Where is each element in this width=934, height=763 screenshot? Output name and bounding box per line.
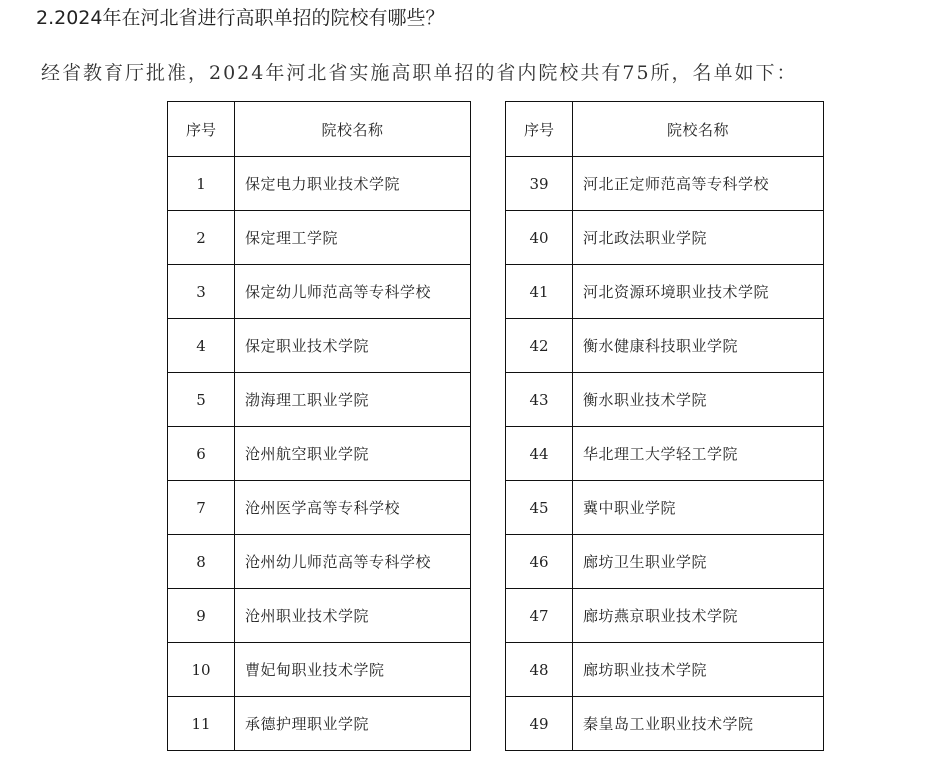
table-row [506,319,824,373]
row-school-name: 廊坊燕京职业技术学院 [573,589,824,643]
table-row [506,481,824,535]
table-row [168,265,471,319]
row-school-name: 承德护理职业学院 [235,697,471,751]
row-number: 48 [506,643,573,697]
table-row [168,157,471,211]
row-number: 43 [506,373,573,427]
row-school-name: 沧州幼儿师范高等专科学校 [235,535,471,589]
table-row [506,643,824,697]
header-number: 序号 [168,102,235,157]
row-number: 11 [168,697,235,751]
table-row [506,265,824,319]
row-school-name: 保定职业技术学院 [235,319,471,373]
table-row [168,427,471,481]
header-number: 序号 [506,102,573,157]
row-school-name: 沧州航空职业学院 [235,427,471,481]
row-school-name: 河北资源环境职业技术学院 [573,265,824,319]
table-row [168,643,471,697]
table-row [506,427,824,481]
table-row [168,589,471,643]
row-number: 39 [506,157,573,211]
row-school-name: 冀中职业学院 [573,481,824,535]
row-number: 8 [168,535,235,589]
row-school-name: 渤海理工职业学院 [235,373,471,427]
table-row [506,535,824,589]
row-number: 7 [168,481,235,535]
table-row [506,373,824,427]
row-school-name: 保定电力职业技术学院 [235,157,471,211]
table-row [506,157,824,211]
row-number: 3 [168,265,235,319]
row-number: 49 [506,697,573,751]
row-school-name: 河北正定师范高等专科学校 [573,157,824,211]
row-number: 41 [506,265,573,319]
row-number: 2 [168,211,235,265]
row-number: 9 [168,589,235,643]
row-number: 45 [506,481,573,535]
table-row [168,535,471,589]
table-row [506,589,824,643]
row-school-name: 衡水健康科技职业学院 [573,319,824,373]
row-school-name: 河北政法职业学院 [573,211,824,265]
school-table-left [167,101,471,751]
row-school-name: 沧州职业技术学院 [235,589,471,643]
row-number: 10 [168,643,235,697]
intro-paragraph: 经省教育厅批准，2024年河北省实施高职单招的省内院校共有75所，名单如下： [41,62,798,84]
section-heading: 2.2024年在河北省进行高职单招的院校有哪些？ [36,7,445,29]
row-number: 6 [168,427,235,481]
row-number: 44 [506,427,573,481]
table-row [168,211,471,265]
row-school-name: 廊坊卫生职业学院 [573,535,824,589]
row-number: 42 [506,319,573,373]
school-table-right [505,101,824,751]
table-row [168,373,471,427]
row-number: 40 [506,211,573,265]
row-number: 46 [506,535,573,589]
row-number: 1 [168,157,235,211]
row-school-name: 曹妃甸职业技术学院 [235,643,471,697]
table-row [168,319,471,373]
table-row [506,211,824,265]
row-school-name: 保定理工学院 [235,211,471,265]
row-school-name: 秦皇岛工业职业技术学院 [573,697,824,751]
row-number: 47 [506,589,573,643]
table-header-row [506,102,824,157]
row-number: 5 [168,373,235,427]
row-school-name: 廊坊职业技术学院 [573,643,824,697]
table-header-row [168,102,471,157]
row-school-name: 保定幼儿师范高等专科学校 [235,265,471,319]
table-row [168,481,471,535]
row-school-name: 衡水职业技术学院 [573,373,824,427]
header-school-name: 院校名称 [573,102,824,157]
row-school-name: 沧州医学高等专科学校 [235,481,471,535]
row-number: 4 [168,319,235,373]
table-row [168,697,471,751]
header-school-name: 院校名称 [235,102,471,157]
row-school-name: 华北理工大学轻工学院 [573,427,824,481]
table-row [506,697,824,751]
